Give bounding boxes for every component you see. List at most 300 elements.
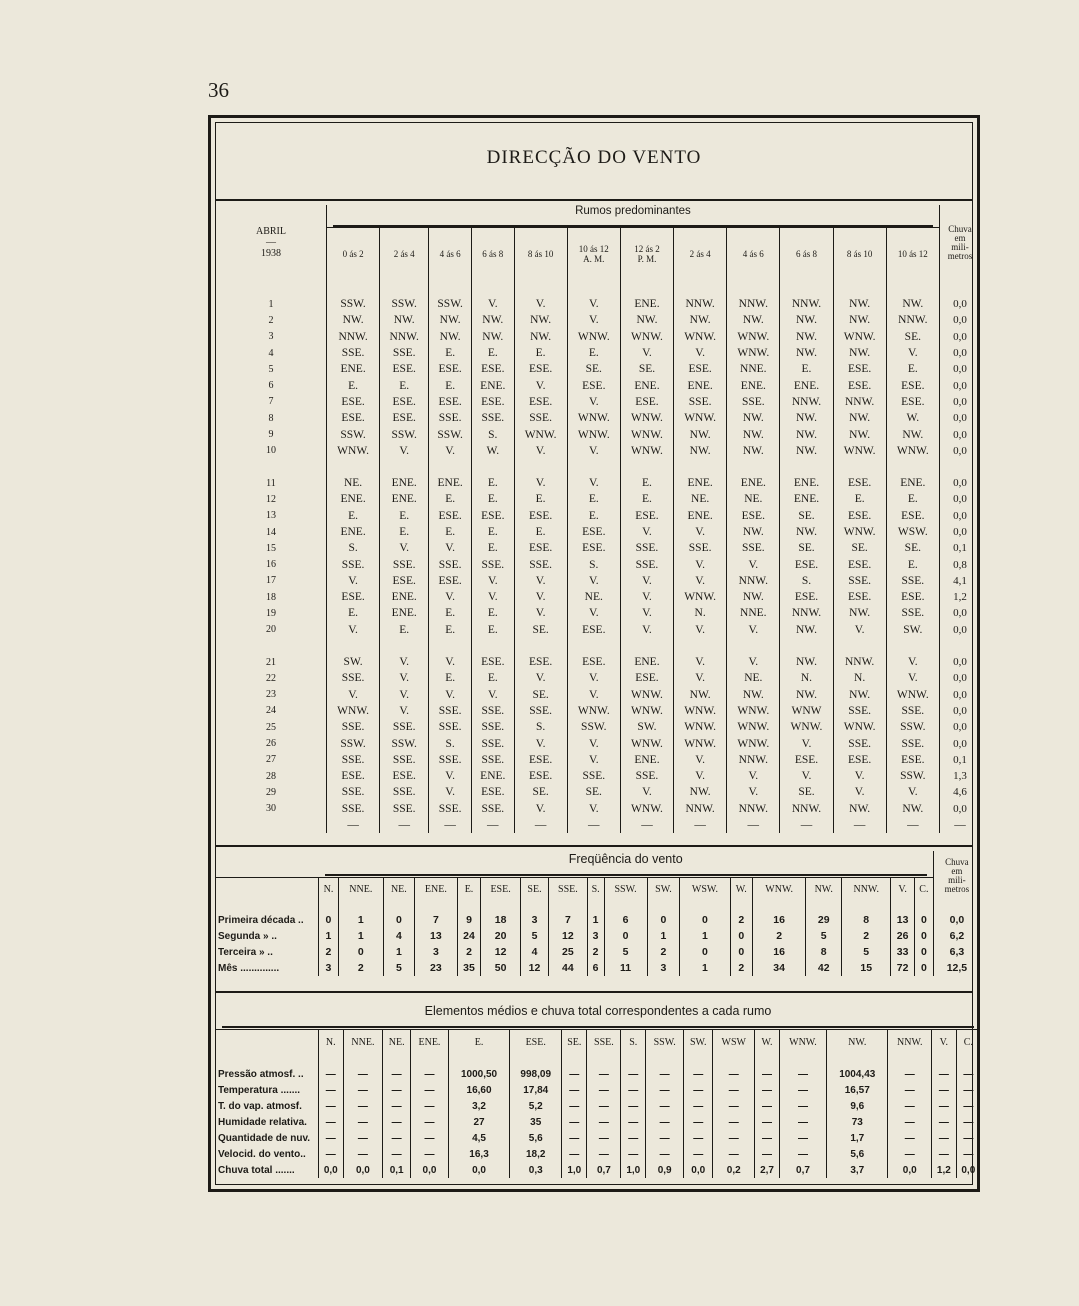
direction-cell: SSE. xyxy=(620,540,673,556)
direction-cell: V. xyxy=(620,589,673,605)
day-row xyxy=(216,394,980,410)
direction-cell: E. xyxy=(833,491,886,507)
day-row xyxy=(216,605,980,621)
direction-cell: SSW. xyxy=(429,296,472,312)
time-header xyxy=(886,228,939,281)
direction-header: SSW. xyxy=(646,1030,684,1055)
freq-cell: 8 xyxy=(806,944,842,960)
direction-cell: SSW. xyxy=(380,426,429,442)
freq-cell: 1 xyxy=(680,960,730,976)
direction-cell: ESE. xyxy=(833,475,886,491)
freq-cell: 1 xyxy=(338,912,383,928)
freq-cell: 3 xyxy=(319,960,339,976)
direction-cell: NNW. xyxy=(727,296,780,312)
rain-cell: 0,0 xyxy=(939,719,980,735)
direction-cell: ESE. xyxy=(327,589,380,605)
dash-row xyxy=(216,817,980,833)
direction-cell: WNW. xyxy=(620,426,673,442)
direction-cell: SSE. xyxy=(514,556,567,572)
freq-cell: 2 xyxy=(842,928,891,944)
elem-cell: — xyxy=(383,1130,411,1146)
direction-cell: V. xyxy=(567,394,620,410)
direction-cell: ESE. xyxy=(780,556,833,572)
direction-header: E. xyxy=(448,1030,509,1055)
elem-cell: — xyxy=(343,1098,383,1114)
elem-cell: — xyxy=(562,1114,587,1130)
direction-cell: V. xyxy=(674,622,727,638)
direction-cell: WNW. xyxy=(327,443,380,459)
direction-cell: NW. xyxy=(833,687,886,703)
elements-per-direction-table xyxy=(216,1003,980,1178)
day-row xyxy=(216,377,980,393)
direction-cell: E. xyxy=(567,491,620,507)
direction-cell: E. xyxy=(429,670,472,686)
direction-cell: ESE. xyxy=(620,394,673,410)
direction-cell: WNW. xyxy=(674,735,727,751)
direction-cell: WNW. xyxy=(567,703,620,719)
direction-cell: ESE. xyxy=(620,670,673,686)
freq-cell: 0 xyxy=(319,912,339,928)
brace-line xyxy=(333,217,933,227)
time-header-row xyxy=(216,228,980,281)
freq-cell: 1 xyxy=(647,928,680,944)
freq-row xyxy=(216,960,980,976)
freq-cell: 5 xyxy=(520,928,548,944)
direction-cell: NNW. xyxy=(327,329,380,345)
day-number: 19 xyxy=(266,607,276,619)
dash-cell: — xyxy=(620,817,673,833)
elem-cell: 5,6 xyxy=(510,1130,562,1146)
direction-cell: NW. xyxy=(674,784,727,800)
direction-cell: V. xyxy=(514,443,567,459)
direction-cell: SE. xyxy=(833,540,886,556)
direction-header: NW. xyxy=(827,1030,888,1055)
direction-cell: V. xyxy=(514,377,567,393)
elem-cell: — xyxy=(888,1082,932,1098)
direction-cell: S. xyxy=(327,540,380,556)
day-number: 17 xyxy=(266,575,276,587)
elem-cell: — xyxy=(343,1130,383,1146)
rain-cell: 1,3 xyxy=(939,768,980,784)
direction-cell: V. xyxy=(674,768,727,784)
day-row xyxy=(216,784,980,800)
rain-cell: 0,0 xyxy=(939,622,980,638)
direction-cell: V. xyxy=(674,345,727,361)
brace-line xyxy=(325,866,927,876)
direction-cell: S. xyxy=(514,719,567,735)
direction-cell: E. xyxy=(472,670,514,686)
direction-cell: NW. xyxy=(780,524,833,540)
direction-cell: V. xyxy=(780,735,833,751)
direction-cell: SSE. xyxy=(380,752,429,768)
direction-cell: E. xyxy=(620,475,673,491)
direction-cell: WNW. xyxy=(780,719,833,735)
direction-cell: SSW. xyxy=(567,719,620,735)
direction-cell: SSE. xyxy=(327,784,380,800)
rain-cell: 0,0 xyxy=(939,312,980,328)
month-label: ABRIL xyxy=(256,226,286,237)
direction-header: ESE. xyxy=(481,878,521,901)
direction-cell: SSE. xyxy=(567,768,620,784)
direction-cell: ESE. xyxy=(567,622,620,638)
direction-cell: NW. xyxy=(727,687,780,703)
elem-cell: 0,0 xyxy=(684,1162,713,1178)
elem-cell: — xyxy=(562,1130,587,1146)
direction-cell: SE. xyxy=(514,622,567,638)
rain-cell: 0,0 xyxy=(939,508,980,524)
direction-cell: V. xyxy=(567,752,620,768)
direction-header: SE. xyxy=(520,878,548,901)
direction-cell: SW. xyxy=(327,654,380,670)
direction-cell: SSE. xyxy=(327,752,380,768)
direction-cell: NW. xyxy=(833,296,886,312)
elem-cell: — xyxy=(755,1082,780,1098)
direction-cell: ENE. xyxy=(780,475,833,491)
elem-cell: — xyxy=(621,1130,646,1146)
direction-cell: NE. xyxy=(674,491,727,507)
direction-cell: N. xyxy=(833,670,886,686)
elem-cell: 5,6 xyxy=(827,1146,888,1162)
direction-cell: ENE. xyxy=(620,654,673,670)
freq-row xyxy=(216,928,980,944)
elem-cell: 16,60 xyxy=(448,1082,509,1098)
month-cell xyxy=(216,205,327,280)
elem-cell: 1,0 xyxy=(621,1162,646,1178)
elem-cell: — xyxy=(343,1082,383,1098)
elem-cell: — xyxy=(587,1066,621,1082)
direction-cell: NW. xyxy=(833,801,886,817)
direction-cell: V. xyxy=(886,784,939,800)
direction-cell: SSE. xyxy=(380,784,429,800)
direction-cell: SSE. xyxy=(380,719,429,735)
day-row xyxy=(216,556,980,572)
elem-cell: — xyxy=(932,1114,957,1130)
elem-cell: 0,0 xyxy=(448,1162,509,1178)
row-label: Terceira » .. xyxy=(218,946,273,958)
direction-cell: ESE. xyxy=(674,361,727,377)
direction-cell: NW. xyxy=(780,654,833,670)
direction-cell: NW. xyxy=(780,687,833,703)
chuva-header xyxy=(939,205,980,280)
direction-cell: ENE. xyxy=(472,768,514,784)
freq-cell: 5 xyxy=(806,928,842,944)
direction-cell: N. xyxy=(674,605,727,621)
rain-cell: 0,0 xyxy=(939,296,980,312)
elem-row xyxy=(216,1130,980,1146)
direction-cell: SSE. xyxy=(327,670,380,686)
direction-cell: SSE. xyxy=(833,703,886,719)
title-divider xyxy=(216,199,972,201)
direction-cell: SSE. xyxy=(429,752,472,768)
direction-cell: SSW. xyxy=(327,426,380,442)
freq-cell: 12 xyxy=(520,960,548,976)
direction-cell: SSE. xyxy=(380,801,429,817)
direction-cell: NW. xyxy=(886,801,939,817)
direction-cell: SSE. xyxy=(727,540,780,556)
direction-cell: NNW. xyxy=(727,752,780,768)
direction-header: ESE. xyxy=(510,1030,562,1055)
direction-cell: S. xyxy=(472,426,514,442)
direction-cell: E. xyxy=(514,345,567,361)
elem-cell: — xyxy=(319,1114,344,1130)
direction-cell: WNW. xyxy=(833,719,886,735)
wind-direction-table xyxy=(216,205,980,833)
direction-cell: E. xyxy=(429,605,472,621)
day-number: 30 xyxy=(266,803,276,815)
direction-cell: ENE. xyxy=(780,377,833,393)
direction-header: ENE. xyxy=(411,1030,449,1055)
direction-header: SSW. xyxy=(604,878,647,901)
direction-cell: ESE. xyxy=(327,768,380,784)
time-range: 6 ás 8 xyxy=(482,249,504,259)
freq-cell: 2 xyxy=(752,928,805,944)
direction-cell: SSE. xyxy=(833,573,886,589)
direction-header: S. xyxy=(621,1030,646,1055)
direction-cell: E. xyxy=(514,491,567,507)
direction-cell: WNW. xyxy=(620,801,673,817)
direction-cell: ESE. xyxy=(327,394,380,410)
direction-cell: V. xyxy=(567,443,620,459)
direction-cell: V. xyxy=(472,296,514,312)
direction-header: W. xyxy=(755,1030,780,1055)
freq-cell: 25 xyxy=(549,944,588,960)
freq-cell: 34 xyxy=(752,960,805,976)
direction-cell: E. xyxy=(567,345,620,361)
elem-cell: — xyxy=(562,1098,587,1114)
elem-cell: — xyxy=(956,1146,980,1162)
freq-cell: 7 xyxy=(549,912,588,928)
table-inner-frame xyxy=(215,122,976,1185)
direction-cell: V. xyxy=(567,475,620,491)
direction-header: NE. xyxy=(383,878,414,901)
direction-cell: ESE. xyxy=(567,524,620,540)
direction-cell: WNW. xyxy=(833,329,886,345)
direction-cell: ESE. xyxy=(886,377,939,393)
freq-cell: 0 xyxy=(680,912,730,928)
elem-cell: — xyxy=(319,1066,344,1082)
month-dash: — xyxy=(266,237,276,248)
freq-cell: 13 xyxy=(415,928,458,944)
rain-cell: 0,0 xyxy=(939,475,980,491)
direction-cell: SW. xyxy=(886,622,939,638)
direction-cell: SSE. xyxy=(380,345,429,361)
direction-cell: NW. xyxy=(727,589,780,605)
day-row xyxy=(216,345,980,361)
direction-cell: NW. xyxy=(780,426,833,442)
elem-cell: — xyxy=(779,1066,826,1082)
elem-caption xyxy=(216,1003,980,1030)
direction-cell: NNW. xyxy=(780,801,833,817)
dash-cell: — xyxy=(380,817,429,833)
direction-cell: V. xyxy=(429,443,472,459)
direction-cell: ENE. xyxy=(327,361,380,377)
day-number: 16 xyxy=(266,559,276,571)
freq-row xyxy=(216,912,980,928)
direction-cell: V. xyxy=(674,670,727,686)
rain-cell: 0,0 xyxy=(939,491,980,507)
direction-cell: V. xyxy=(567,573,620,589)
direction-cell: WNW. xyxy=(727,735,780,751)
time-range: 12 ás 2 xyxy=(634,244,660,254)
direction-header: C. xyxy=(914,878,933,901)
direction-cell: ESE. xyxy=(327,410,380,426)
direction-cell: S. xyxy=(429,735,472,751)
time-range: 10 ás 12 xyxy=(578,244,609,254)
rain-cell: 4,6 xyxy=(939,784,980,800)
elem-cell: — xyxy=(319,1130,344,1146)
direction-cell: NW. xyxy=(780,410,833,426)
direction-cell: E. xyxy=(327,377,380,393)
direction-header: SSE. xyxy=(549,878,588,901)
dash-cell: — xyxy=(514,817,567,833)
elem-row xyxy=(216,1098,980,1114)
direction-cell: NW. xyxy=(727,312,780,328)
direction-cell: NW. xyxy=(327,312,380,328)
direction-cell: NW. xyxy=(472,329,514,345)
direction-cell: V. xyxy=(567,735,620,751)
elem-cell: 27 xyxy=(448,1114,509,1130)
freq-cell: 0 xyxy=(383,912,414,928)
elem-cell: — xyxy=(319,1082,344,1098)
time-range: 4 ás 6 xyxy=(439,249,461,259)
elem-cell: — xyxy=(956,1130,980,1146)
freq-cell: 2 xyxy=(319,944,339,960)
rain-cell: 0,0 xyxy=(939,735,980,751)
freq-cell: 2 xyxy=(457,944,481,960)
direction-cell: ENE. xyxy=(886,475,939,491)
spacer-row xyxy=(216,638,980,654)
direction-header: ENE. xyxy=(415,878,458,901)
direction-cell: NW. xyxy=(674,426,727,442)
elem-cell: 0,7 xyxy=(587,1162,621,1178)
freq-cell: 0 xyxy=(338,944,383,960)
direction-cell: ENE. xyxy=(727,377,780,393)
direction-cell: V. xyxy=(514,573,567,589)
direction-header: V. xyxy=(891,878,915,901)
elem-cell: — xyxy=(932,1130,957,1146)
elem-cell: — xyxy=(411,1130,449,1146)
direction-cell: NW. xyxy=(833,605,886,621)
direction-cell: NE. xyxy=(567,589,620,605)
direction-cell: NNE. xyxy=(727,361,780,377)
freq-cell: 1 xyxy=(383,944,414,960)
elem-cell: — xyxy=(956,1114,980,1130)
freq-cell: 0 xyxy=(730,928,752,944)
direction-cell: V. xyxy=(620,605,673,621)
elem-cell: — xyxy=(932,1082,957,1098)
freq-cell: 5 xyxy=(842,944,891,960)
direction-header: WSW xyxy=(713,1030,755,1055)
elem-cell: — xyxy=(343,1146,383,1162)
dash-cell: — xyxy=(429,817,472,833)
direction-cell: ESE. xyxy=(886,394,939,410)
day-row xyxy=(216,670,980,686)
direction-cell: WNW. xyxy=(620,329,673,345)
direction-cell: V. xyxy=(567,670,620,686)
direction-cell: WNW. xyxy=(620,703,673,719)
elem-cell: 18,2 xyxy=(510,1146,562,1162)
elem-cell: — xyxy=(319,1146,344,1162)
elem-cell: — xyxy=(779,1082,826,1098)
direction-cell: SSE. xyxy=(429,703,472,719)
freq-cell: 16 xyxy=(752,912,805,928)
rain-cell: 12,5 xyxy=(933,960,980,976)
direction-cell: ESE. xyxy=(833,377,886,393)
direction-cell: ESE. xyxy=(380,361,429,377)
direction-header: SW. xyxy=(647,878,680,901)
direction-cell: V. xyxy=(567,687,620,703)
elem-cell: — xyxy=(684,1146,713,1162)
dash-cell: — xyxy=(780,817,833,833)
direction-cell: ESE. xyxy=(833,361,886,377)
direction-cell: ESE. xyxy=(472,784,514,800)
freq-cell: 7 xyxy=(415,912,458,928)
direction-cell: V. xyxy=(472,573,514,589)
direction-cell: V. xyxy=(327,687,380,703)
direction-cell: ESE. xyxy=(514,752,567,768)
freq-cell: 2 xyxy=(730,912,752,928)
direction-cell: NNW. xyxy=(674,801,727,817)
time-header xyxy=(780,228,833,281)
direction-cell: ESE. xyxy=(886,508,939,524)
direction-cell: E. xyxy=(380,524,429,540)
rain-cell: 0,1 xyxy=(939,540,980,556)
freq-cell: 1 xyxy=(587,912,604,928)
direction-cell: NW. xyxy=(780,622,833,638)
direction-cell: NW. xyxy=(674,687,727,703)
day-number: 29 xyxy=(266,786,276,798)
elem-cell: — xyxy=(755,1146,780,1162)
day-number: 3 xyxy=(268,331,274,343)
day-number: 13 xyxy=(266,510,276,522)
direction-cell: V. xyxy=(674,556,727,572)
direction-cell: NE. xyxy=(727,491,780,507)
direction-header: WNW. xyxy=(752,878,805,901)
direction-cell: ENE. xyxy=(380,605,429,621)
elem-row xyxy=(216,1066,980,1082)
freq-cell: 2 xyxy=(338,960,383,976)
elem-cell: — xyxy=(411,1098,449,1114)
freq-cell: 0 xyxy=(914,944,933,960)
freq-cell: 20 xyxy=(481,928,521,944)
direction-cell: NW. xyxy=(727,524,780,540)
day-row xyxy=(216,768,980,784)
direction-cell: NW. xyxy=(780,329,833,345)
direction-cell: ESE. xyxy=(780,752,833,768)
direction-cell: ENE. xyxy=(727,475,780,491)
direction-cell: V. xyxy=(727,654,780,670)
elem-cell: — xyxy=(411,1066,449,1082)
elem-cell: 0,9 xyxy=(646,1162,684,1178)
direction-cell: SSE. xyxy=(472,735,514,751)
direction-cell: SSE. xyxy=(620,556,673,572)
direction-cell: V. xyxy=(727,622,780,638)
direction-cell: WNW. xyxy=(727,719,780,735)
direction-cell: V. xyxy=(514,801,567,817)
direction-cell: WNW. xyxy=(674,589,727,605)
direction-cell: NW. xyxy=(514,329,567,345)
direction-cell: SSW. xyxy=(886,719,939,735)
direction-cell: V. xyxy=(514,605,567,621)
elem-cell: — xyxy=(888,1114,932,1130)
elem-cell: — xyxy=(684,1082,713,1098)
day-row xyxy=(216,296,980,312)
time-header xyxy=(620,228,673,281)
direction-cell: SSW. xyxy=(327,296,380,312)
direction-cell: WNW. xyxy=(727,703,780,719)
dash-cell: — xyxy=(567,817,620,833)
direction-cell: V. xyxy=(620,784,673,800)
